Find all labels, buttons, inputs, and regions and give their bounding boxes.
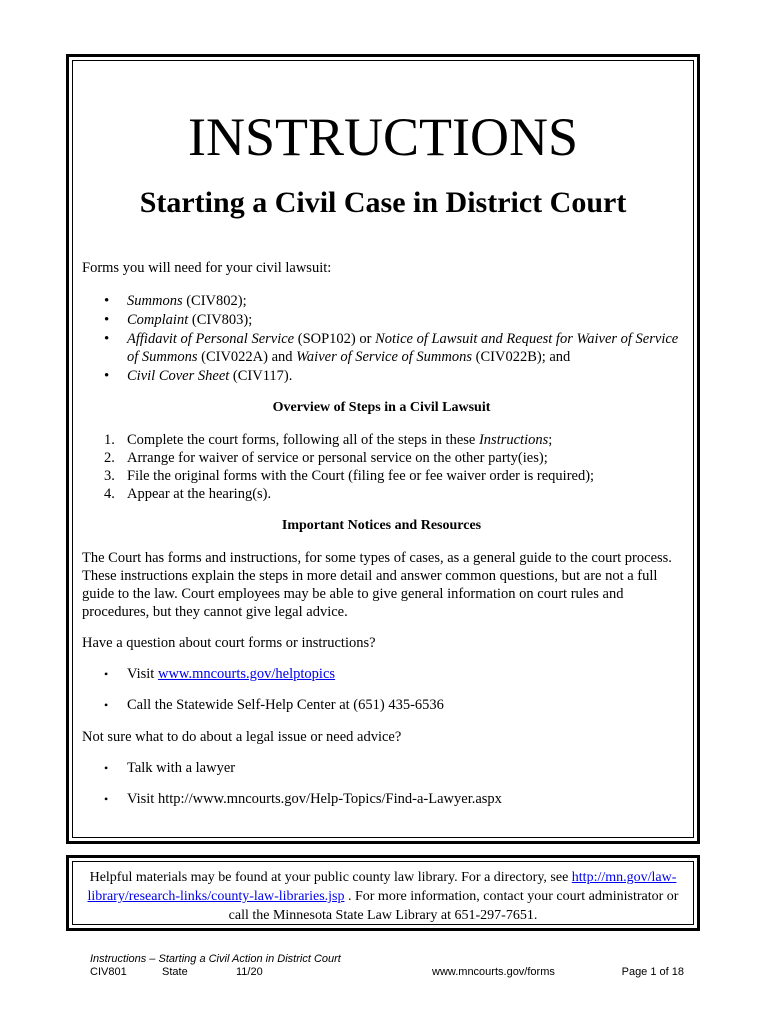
footer-row [90, 966, 684, 980]
footer-date: 11/20 [236, 966, 263, 978]
step-text: Arrange for waiver of service or personal service on the other party(ies); [127, 450, 548, 466]
list-item [104, 330, 681, 366]
step-text-italic: Instructions [478, 432, 549, 448]
step-number: 3. [104, 468, 115, 484]
helptopics-link[interactable]: www.mncourts.gov/helptopics [157, 666, 336, 682]
form-name: Affidavit of Personal Service [127, 331, 295, 347]
step-number: 2. [104, 450, 115, 466]
step-number: 1. [104, 432, 115, 448]
footer-page-number: Page 1 of 18 [621, 966, 684, 978]
form-name: Notice of Lawsuit and Request for Waiver of Service of Summons [127, 331, 679, 365]
list-item [104, 485, 681, 503]
library-box-inner [72, 861, 694, 925]
main-content [82, 259, 681, 822]
overview-heading: Overview of Steps in a Civil Lawsuit [272, 400, 491, 415]
resource-prefix: Visit [127, 666, 158, 682]
list-item [104, 367, 681, 385]
notices-paragraph: The Court has forms and instructions, for some types of cases, as a general guide to the court process. These instructions explain the steps in more detail and answer common questions, but are not a full guide to the law. Court employees may be able to give general information on court rules and procedures, but they cannot give legal advice. [82, 550, 672, 620]
list-item [104, 431, 681, 449]
step-number: 4. [104, 486, 115, 502]
resources-list-1 [82, 665, 681, 714]
footer-form-code: CIV801 [90, 966, 127, 978]
list-item [104, 665, 681, 683]
library-text-end: . For more information, contact your court administrator or call the Minnesota State Law Library at 651-297-7651. [228, 889, 679, 923]
footer-jurisdiction: State [162, 966, 188, 978]
resource-text: Visit http://www.mncourts.gov/Help-Topics/Find-a-Lawyer.aspx [127, 791, 502, 807]
list-item [104, 696, 681, 714]
form-code: (CIV803); [188, 312, 253, 328]
library-box [66, 855, 700, 931]
main-frame-inner [72, 60, 694, 838]
form-name: Complaint [127, 312, 189, 328]
list-item [104, 311, 681, 329]
list-item [104, 292, 681, 310]
list-item [104, 759, 681, 777]
forms-list [82, 292, 681, 385]
forms-intro: Forms you will need for your civil lawsuit: [82, 260, 332, 276]
law-library-link[interactable]: http://mn.gov/law-library/research-links/county-law-libraries.jsp [87, 870, 677, 904]
form-code: (SOP102) or [294, 331, 376, 347]
library-text-start: Helpful materials may be found at your public county law library. For a directory, see [89, 870, 572, 885]
form-name: Civil Cover Sheet [127, 368, 230, 384]
form-name: Waiver of Service of Summons [296, 349, 473, 365]
page-title: INSTRUCTIONS [187, 107, 579, 167]
list-item [104, 790, 681, 808]
main-frame [66, 54, 700, 844]
resource-text: Talk with a lawyer [127, 760, 236, 776]
form-code: (CIV117). [229, 368, 293, 384]
notices-heading: Important Notices and Resources [281, 518, 482, 533]
footer-website: www.mncourts.gov/forms [432, 966, 555, 978]
page-footer [90, 953, 684, 980]
question-legal: Not sure what to do about a legal issue or need advice? [82, 729, 402, 745]
form-code: (CIV022A) and [197, 349, 297, 365]
step-text: File the original forms with the Court (filing fee or fee waiver order is required); [127, 468, 595, 484]
steps-list [82, 431, 681, 503]
step-text-end: ; [548, 432, 553, 448]
resource-text: Call the Statewide Self-Help Center at (651) 435-6536 [127, 697, 444, 713]
form-code: (CIV022B); and [472, 349, 571, 365]
question-forms: Have a question about court forms or instructions? [82, 635, 376, 651]
resources-list-2 [82, 759, 681, 808]
step-text: Appear at the hearing(s). [127, 486, 272, 502]
list-item [104, 449, 681, 467]
step-text: Complete the court forms, following all of the steps in these [127, 432, 479, 448]
form-code: (CIV802); [182, 293, 247, 309]
form-name: Summons [127, 293, 183, 309]
list-item [104, 467, 681, 485]
page-subtitle: Starting a Civil Case in District Court [139, 186, 627, 219]
footer-title: Instructions – Starting a Civil Action in District Court [90, 953, 341, 965]
